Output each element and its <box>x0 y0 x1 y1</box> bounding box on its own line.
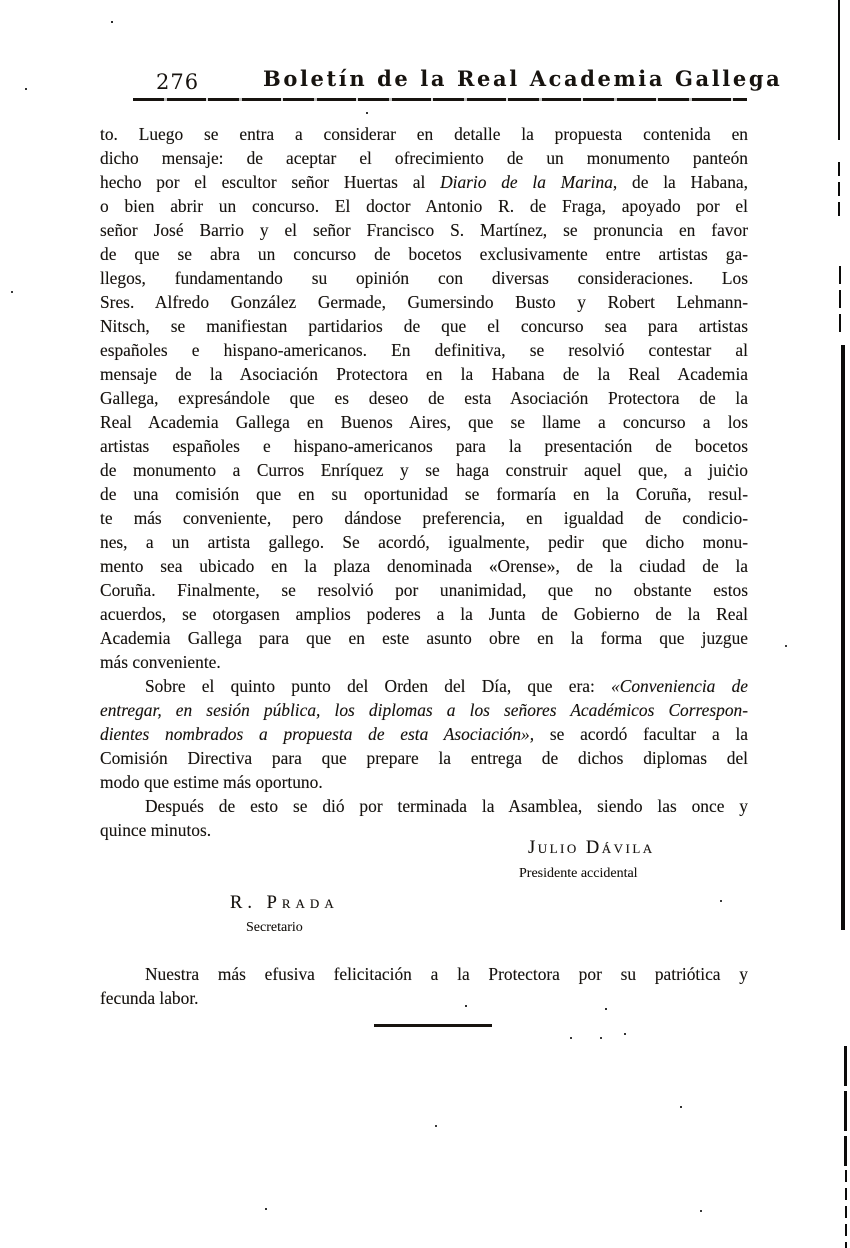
paragraph <box>100 962 748 1010</box>
scan-noise <box>111 21 113 23</box>
text-line: to. Luego se entra a considerar en detalle la propuesta contenida en <box>100 124 748 144</box>
scan-artifact-right-edge <box>841 345 845 930</box>
text-line: Sres. Alfredo González Germade, Gumersindo Busto y Robert Lehmann- <box>100 292 748 312</box>
text-line: Después de esto se dió por terminada la Asamblea, siendo las once y <box>145 796 748 816</box>
scan-artifact-right-edge <box>839 266 841 332</box>
president-signature-name: Julio Dávila <box>528 838 655 858</box>
text-line: quince minutos. <box>100 820 212 840</box>
text-line: Academia Gallega para que en este asunto obre en la forma que juzgue <box>100 628 748 648</box>
text-line: llegos, fundamentando su opinión con diversas consideraciones. Los <box>100 268 748 288</box>
text-line: Nuestra más efusiva felicitación a la Protectora por su patriótica y <box>145 964 748 984</box>
text-line: mensaje de la Asociación Protectora en la Habana de la Real Academia <box>100 364 748 384</box>
header-rule <box>133 98 747 101</box>
text-line: hecho por el escultor señor Huertas al Diario de la Marina, de la Habana, <box>100 172 748 192</box>
page-number: 276 <box>156 70 200 94</box>
text-line: de monumento a Curros Enríquez y se haga construir aquel que, a juicio <box>100 460 748 480</box>
text-line: Sobre el quinto punto del Orden del Día, que era: «Conveniencia de <box>145 676 748 696</box>
text-line: acuerdos, se otorgasen amplios poderes a la Junta de Gobierno de la Real <box>100 604 748 624</box>
text-line: artistas españoles e hispano-americanos para la presentación de bocetos <box>100 436 748 456</box>
text-line: más conveniente. <box>100 652 221 672</box>
journal-title: Boletín de la Real Academia Gallega <box>263 66 783 91</box>
paragraph <box>100 794 748 842</box>
secretary-signature-role: Secretario <box>246 920 303 935</box>
secretary-signature-name: R. Prada <box>230 893 339 913</box>
body-text <box>100 122 748 842</box>
text-line: Nitsch, se manifiestan partidarios de que el concurso sea para artistas <box>100 316 748 336</box>
president-signature-role: Presidente accidental <box>519 866 638 881</box>
scan-artifact-right-edge <box>838 162 840 216</box>
text-line: mento sea ubicado en la plaza denominada «Orense», de la ciudad de la <box>100 556 748 576</box>
text-line: Comisión Directiva para que prepare la entrega de dichos diplomas del <box>100 748 748 768</box>
text-line: nes, a un artista gallego. Se acordó, igualmente, pedir que dicho monu- <box>100 532 748 552</box>
text-line: fecunda labor. <box>100 988 199 1008</box>
scan-artifact-right-edge <box>838 0 840 140</box>
text-line: entregar, en sesión pública, los diplomas a los señores Académicos Correspon- <box>100 700 748 720</box>
text-line: Gallega, expresándole que es deseo de esta Asociación Protectora de la <box>100 388 748 408</box>
text-line: Coruña. Finalmente, se resolvió por unanimidad, que no obstante estos <box>100 580 748 600</box>
scan-artifact-right-edge <box>845 1170 847 1248</box>
text-line: Real Academia Gallega en Buenos Aires, que se llame a concurso a los <box>100 412 748 432</box>
text-line: dientes nombrados a propuesta de esta Asociación», se acordó facultar a la <box>100 724 748 744</box>
text-line: de una comisión que en su oportunidad se formaría en la Coruña, resul- <box>100 484 748 504</box>
scan-artifact-right-edge <box>844 1046 847 1166</box>
text-line: de que se abra un concurso de bocetos exclusivamente entre artistas ga- <box>100 244 748 264</box>
text-line: modo que estime más oportuno. <box>100 772 323 792</box>
closing-note <box>100 962 748 1010</box>
text-line: te más conveniente, pero dándose preferencia, en igualdad de condicio- <box>100 508 748 528</box>
text-line: o bien abrir un concurso. El doctor Antonio R. de Fraga, apoyado por el <box>100 196 748 216</box>
paragraph <box>100 674 748 794</box>
text-line: señor José Barrio y el señor Francisco S. Martínez, se pronuncia en favor <box>100 220 748 240</box>
section-end-divider <box>374 1024 492 1027</box>
text-line: dicho mensaje: de aceptar el ofrecimiento de un monumento panteón <box>100 148 748 168</box>
text-line: españoles e hispano-americanos. En definitiva, se resolvió contestar al <box>100 340 748 360</box>
paragraph <box>100 122 748 674</box>
